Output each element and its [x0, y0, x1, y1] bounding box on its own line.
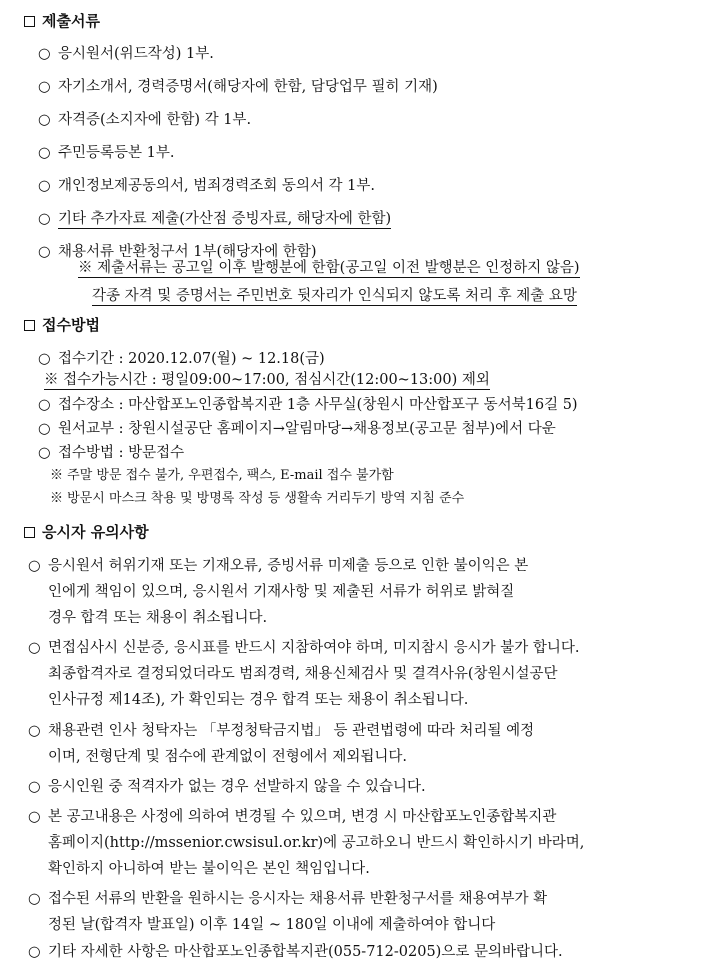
circle-bullet-icon: ○ [38, 351, 51, 367]
notice-item: ○ 응시인원 중 적격자가 없는 경우 선발하지 않을 수 있습니다. [28, 779, 426, 795]
circle-bullet-icon: ○ [28, 558, 41, 574]
notice-item: ○ 본 공고내용은 사정에 의하여 변경될 수 있으며, 변경 시 마산합포노인종합복지관 [28, 809, 557, 825]
application-method: ○ 접수방법 : 방문접수 [38, 445, 185, 461]
documents-note-line2: 각종 자격 및 증명서는 주민번호 뒷자리가 인식되지 않도록 처리 후 제출 요망 [92, 288, 577, 304]
list-item: ○ 개인정보제공동의서, 범죄경력조회 동의서 각 1부. [38, 178, 376, 194]
notice-item-line: 정된 날(합격자 발표일) 이후 14일 ~ 180일 이내에 제출하여야 합니다 [48, 917, 496, 933]
notice-item-line: 인에게 책임이 있으며, 응시원서 기재사항 및 제출된 서류가 허위로 밝혀질 [48, 584, 515, 600]
application-method-note1: ※ 주말 방문 접수 불가, 우편접수, 팩스, E-mail 접수 불가함 [50, 468, 394, 483]
notice-item: ○ 면접심사시 신분증, 응시표를 반드시 지참하여야 하며, 미지참시 응시가 불가 합니다. [28, 640, 580, 656]
circle-bullet-icon: ○ [38, 421, 51, 437]
section-title-notes: 응시자 유의사항 [24, 522, 149, 542]
notice-item-line: 인사규정 제14조), 가 확인되는 경우 합격 또는 채용이 취소됩니다. [48, 692, 469, 708]
circle-bullet-icon: ○ [38, 211, 51, 227]
notice-item: ○ 접수된 서류의 반환을 원하시는 응시자는 채용서류 반환청구서를 채용여부가 확 [28, 891, 548, 907]
notice-item-line: 이며, 전형단계 및 점수에 관계없이 전형에서 제외됩니다. [48, 749, 408, 765]
notice-item: ○ 기타 자세한 사항은 마산합포노인종합복지관(055-712-0205)으로 문의바랍니다. [28, 944, 563, 960]
circle-bullet-icon: ○ [38, 445, 51, 461]
circle-bullet-icon: ○ [38, 112, 51, 128]
list-item: ○ 응시원서(위드작성) 1부. [38, 46, 214, 62]
circle-bullet-icon: ○ [28, 944, 41, 960]
application-method-note2: ※ 방문시 마스크 착용 및 방명록 작성 등 생활속 거리두기 방역 지침 준수 [50, 491, 465, 506]
list-item: ○ 채용서류 반환청구서 1부(해당자에 한함) [38, 244, 317, 260]
section-title-documents: 제출서류 [24, 11, 100, 31]
circle-bullet-icon: ○ [38, 79, 51, 95]
checkbox-square-icon [24, 320, 35, 331]
list-item: ○ 자기소개서, 경력증명서(해당자에 한함, 담당업무 필히 기재) [38, 79, 438, 95]
notice-item-line: 경우 합격 또는 채용이 취소됩니다. [48, 610, 268, 626]
application-period-note: ※ 접수가능시간 : 평일09:00~17:00, 점심시간(12:00~13:00) 제외 [44, 372, 490, 388]
application-place: ○ 접수장소 : 마산합포노인종합복지관 1층 사무실(창원시 마산합포구 동서북16길 5) [38, 397, 578, 413]
checkbox-square-icon [24, 16, 35, 27]
circle-bullet-icon: ○ [38, 145, 51, 161]
notice-item-line: 최종합격자로 결정되었더라도 범죄경력, 채용신체검사 및 결격사유(창원시설공단 [48, 666, 558, 682]
notice-item-line: 홈페이지(http://mssenior.cwsisul.or.kr)에 공고하오니 반드시 확인하시기 바라며, [48, 835, 585, 851]
list-item: ○ 자격증(소지자에 한함) 각 1부. [38, 112, 252, 128]
checkbox-square-icon [24, 527, 35, 538]
notice-item: ○ 응시원서 허위기재 또는 기재오류, 증빙서류 미제출 등으로 인한 불이익은 본 [28, 558, 529, 574]
list-item: ○ 주민등록등본 1부. [38, 145, 175, 161]
circle-bullet-icon: ○ [28, 723, 41, 739]
circle-bullet-icon: ○ [28, 891, 41, 907]
circle-bullet-icon: ○ [38, 46, 51, 62]
circle-bullet-icon: ○ [28, 640, 41, 656]
notice-item-line: 확인하지 아니하여 받는 불이익은 본인 책임입니다. [48, 861, 370, 877]
circle-bullet-icon: ○ [38, 244, 51, 260]
documents-note-line1: ※ 제출서류는 공고일 이후 발행분에 한함(공고일 이전 발행분은 인정하지 않음) [78, 260, 580, 276]
list-item: ○ 기타 추가자료 제출(가산점 증빙자료, 해당자에 한함) [38, 211, 392, 227]
circle-bullet-icon: ○ [28, 809, 41, 825]
section-title-application: 접수방법 [24, 315, 100, 335]
circle-bullet-icon: ○ [38, 178, 51, 194]
notice-item: ○ 채용관련 인사 청탁자는 「부정청탁금지법」 등 관련법령에 따라 처리될 예정 [28, 723, 535, 739]
circle-bullet-icon: ○ [28, 779, 41, 795]
application-distribution: ○ 원서교부 : 창원시설공단 홈페이지→알림마당→채용정보(공고문 첨부)에서 다운 [38, 421, 556, 437]
circle-bullet-icon: ○ [38, 397, 51, 413]
application-period: ○ 접수기간 : 2020.12.07(월) ~ 12.18(금) [38, 351, 325, 367]
